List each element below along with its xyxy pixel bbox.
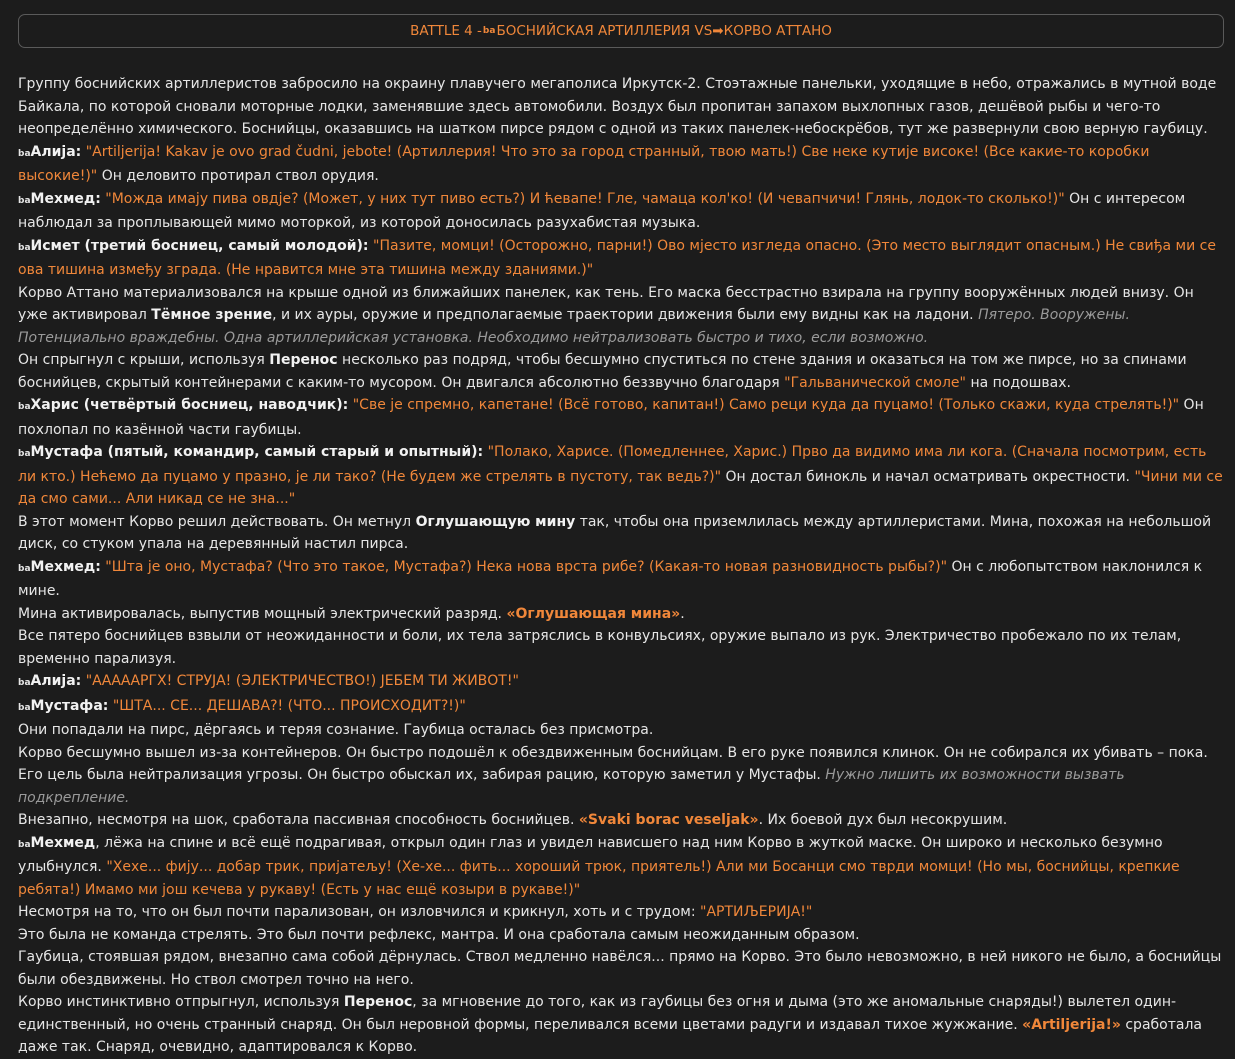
bosnia-flag-icon: ba — [18, 563, 31, 574]
narration: Несмотря на то, что он был почти парализован, он изловчился и крикнул, хоть и с трудом: — [18, 904, 701, 920]
narration: на подошвах. — [966, 374, 1071, 391]
dialogue-line — [18, 141, 1226, 188]
narration-paragraph — [18, 809, 1226, 832]
speaker-name: Мехмед — [30, 834, 96, 851]
ability-name: «Artiljerija!» — [1022, 1016, 1121, 1033]
speaker-name: Мустафа: — [30, 697, 109, 714]
arrow-right-icon: ➡ — [712, 23, 724, 39]
dialogue-quote: "Хехе... фију... добар трик, пријатељу! (Хе-хе... фить... хороший трюк, приятель!) Али ми Босанци смо тврди момци! (Но мы, боснийцы, крепкие ребята!) Имамо ми још кечева у рукаву! (Есть у нас ещё козыри в рукаве!)" — [18, 859, 1180, 898]
inner-thought: Нужно лишить их возможности вызвать подкрепление. — [18, 767, 1125, 806]
title-right-side: КОРВО АТТАНО — [723, 23, 832, 39]
dialogue-quote: "Artiljerija! Kakav je ovo grad čudni, jebote! (Артиллерия! Что это за город странный, твою мать!) Све неке кутије високе! (Все какие-то коробки высокие!)" — [18, 143, 1150, 184]
narration: Корво инстинктивно отпрыгнул, используя — [18, 994, 344, 1010]
narration: Мина активировалась, выпустив мощный электрический разряд. — [18, 605, 507, 622]
narration: Корво Аттано материализовался на крыше одной из ближайших панелек, как тень. Его маска бесстрастно взирала на группу вооружённых людей внизу. Он уже активировал — [18, 284, 1194, 323]
dialogue-quote: "ШТА... СЕ... ДЕШАВА?! (ЧТО... ПРОИСХОДИТ?!)" — [112, 697, 466, 714]
bosnia-flag-icon: ba — [482, 26, 496, 36]
dialogue-quote: "Можда имају пива овдје? (Может, у них тут пиво есть?) И ћевапе! Гле, чамаца кол'ко! (И чевапчичи! Глянь, лодок-то сколько!)" — [105, 190, 1065, 207]
bosnia-flag-icon: ba — [18, 449, 31, 459]
narration-paragraph: Это была не команда стрелять. Это был почти рефлекс, мантра. И она сработала самым неожиданным образом. — [18, 926, 860, 943]
dialogue-line — [18, 441, 1226, 511]
narration: , за мгновение до того, как из гаубицы без огня и дыма (это же аномальные снаряды!) вылетел один-единственный, но очень странный снаряд. Он был неровной формы, переливался всеми цветами радуги и издавал тихое жужжание. — [18, 994, 1177, 1033]
narration: Он спрыгнул с крыши, используя — [18, 352, 270, 368]
dialogue-line — [18, 556, 1226, 603]
bosnia-flag-icon: ba — [18, 242, 31, 253]
bosnia-flag-icon: ba — [18, 839, 31, 850]
battle-narrative — [18, 73, 1226, 1059]
battle-title — [18, 14, 1224, 48]
narration: Внезапно, несмотря на шок, сработала пассивная способность боснийцев. — [18, 812, 579, 828]
narration: . Их боевой дух был несокрушим. — [758, 812, 1008, 828]
ability-name: «Svaki borac veseljak» — [578, 812, 759, 828]
ability-name: Оглушающую мину — [415, 513, 576, 530]
narration: так, чтобы она приземлилась между артиллеристами. Мина, похожая на небольшой диск, со стуком упала на деревянный настил пирса. — [18, 513, 1212, 552]
narration: , лёжа на спине и всё ещё подрагивая, открыл один глаз и увидел нависшего над ним Корво в жуткой маске. Он широко и несколько безумно улыбнулся. — [18, 834, 1163, 875]
narration: Корво бесшумно вышел из-за контейнеров. Он быстро подошёл к обездвиженным боснийцам. В его руке появился клинок. Он не собирался их убивать – пока. Его цель была нейтрализация угрозы. Он быстро обыскал их, забирая рацию, которую заметил у Мустафы. — [18, 744, 1208, 783]
narration-paragraph: Гаубица, стоявшая рядом, внезапно сама собой дёрнулась. Ствол медленно навёлся... прямо на Корво. Это было невозможно, в ней никого не было, а боснийцы были обездвижены. Но ствол смотрел точно на него. — [18, 949, 1222, 988]
title-left-side: БОСНИЙСКАЯ АРТИЛЛЕРИЯ VS — [496, 23, 713, 39]
narration: Он с любопытством наклонился к мине. — [18, 558, 1203, 599]
narration-paragraph — [18, 349, 1226, 394]
narration-paragraph — [18, 511, 1226, 556]
narration: Он достал бинокль и начал осматривать окрестности. — [721, 468, 1135, 485]
speaker-name: Алија: — [30, 143, 82, 160]
bosnia-flag-icon: ba — [18, 148, 31, 159]
narration-paragraph — [18, 282, 1226, 350]
paragraph-intro: Группу боснийских артиллеристов забросило на окраину плавучего мегаполиса Иркутск-2. Стоэтажные панельки, уходящие в небо, отражались в мутной воде Байкала, по которой сновали моторные лодки, заменявшие здесь автомобили. Воздух был пропитан запахом выхлопных газов, дешёвой рыбы и чего-то неопределённо химического. Боснийцы, оказавшись на шатком пирсе рядом с одной из таких панелек-небоскрёбов, тут же развернули свою верную гаубицу. — [18, 76, 1217, 137]
inner-thought: Пятеро. Вооружены. Потенциально враждебны. Одна артиллерийская установка. Необходимо нейтрализовать быстро и тихо, если возможно. — [18, 307, 1130, 346]
narration: сработала даже так. Снаряд, очевидно, адаптировался к Корво. — [18, 1016, 1202, 1055]
dialogue-line — [18, 188, 1226, 235]
bosnia-flag-icon: ba — [18, 402, 31, 412]
ability-name: Тёмное зрение — [151, 307, 273, 323]
speaker-name: Мехмед: — [30, 558, 101, 575]
narration: В этот момент Корво решил действовать. Он метнул — [18, 513, 416, 530]
narration: , и их ауры, оружие и предполагаемые траектории движения были ему видны как на ладони. — [272, 307, 979, 323]
speaker-name: Мехмед: — [30, 190, 101, 207]
narration-paragraph — [18, 991, 1226, 1059]
ability-name: «Оглушающая мина» — [506, 605, 681, 622]
speaker-name: Мустафа (пятый, командир, самый старый и опытный): — [30, 444, 484, 460]
narration-paragraph — [18, 901, 1226, 924]
narration-paragraph: Они попадали на пирс, дёргаясь и теряя сознание. Гаубица осталась без присмотра. — [18, 722, 654, 738]
narration: Он деловито протирал ствол орудия. — [97, 168, 379, 184]
ability-name: Перенос — [269, 352, 338, 368]
dialogue-quote: "Све је спремно, капетане! (Всё готово, капитан!) Само реци куда да пуцамо! (Только скажи, куда стрелять!)" — [352, 397, 1180, 413]
speaker-name: Алија: — [30, 673, 82, 689]
narration: Он похлопал по казённой части гаубицы. — [18, 397, 1204, 438]
narration: . — [680, 605, 685, 622]
dialogue-line — [18, 235, 1226, 282]
dialogue-line — [18, 695, 1226, 720]
dialogue-quote: "АРТИЉЕРИЈА!" — [700, 904, 813, 920]
speaker-name: Харис (четвёртый босниец, наводчик): — [30, 397, 349, 413]
dialogue-line — [18, 832, 1226, 902]
bosnia-flag-icon: ba — [18, 195, 31, 206]
narration-paragraph — [18, 742, 1226, 810]
item-name: "Гальванической смоле" — [784, 374, 966, 391]
title-prefix: BATTLE 4 - — [410, 23, 482, 39]
dialogue-line — [18, 394, 1226, 441]
dialogue-quote: "Чини ми се да смо сами... Али никад се не зна..." — [18, 468, 1223, 507]
narration-paragraph: Все пятеро боснийцев взвыли от неожиданности и боли, их тела затряслись в конвульсиях, оружие выпало из рук. Электричество пробежало по их телам, временно парализуя. — [18, 628, 1182, 667]
dialogue-line — [18, 670, 1226, 695]
narration-paragraph — [18, 603, 1226, 626]
narration: несколько раз подряд, чтобы бесшумно спуститься по стене здания и оказаться на том же пирсе, но за спинами боснийцев, скрытый контейнерами с каким-то мусором. Он двигался абсолютно беззвучно благодаря — [18, 352, 1187, 391]
bosnia-flag-icon: ba — [18, 702, 31, 713]
dialogue-quote: "Пазите, момци! (Осторожно, парни!) Ово мјесто изгледа опасно. (Это место выглядит опасным.) Не свиђа ми се ова тишина између зграда. (Не нравится мне эта тишина между зданиями.)" — [18, 237, 1216, 278]
bosnia-flag-icon: ba — [18, 678, 31, 688]
dialogue-quote: "АААААРГХ! СТРУЈА! (ЭЛЕКТРИЧЕСТВО!) ЈЕБЕМ ТИ ЖИВОТ!" — [85, 673, 519, 689]
dialogue-quote: "Шта је оно, Мустафа? (Что это такое, Мустафа?) Нека нова врста рибе? (Какая-то новая разновидность рыбы?)" — [105, 558, 948, 575]
dialogue-quote: "Полако, Харисе. (Помедленнее, Харис.) Прво да видимо има ли кога. (Сначала посмотрим, есть ли кто.) Нећемо да пуцамо у празно, је ли тако? (Не будем же стрелять в пустоту, так ведь?)" — [18, 444, 1207, 485]
speaker-name: Исмет (третий босниец, самый молодой): — [30, 237, 369, 254]
narration: Он с интересом наблюдал за проплывающей мимо моторкой, из которой доносилась разухабистая музыка. — [18, 190, 1186, 231]
ability-name: Перенос — [343, 994, 413, 1010]
